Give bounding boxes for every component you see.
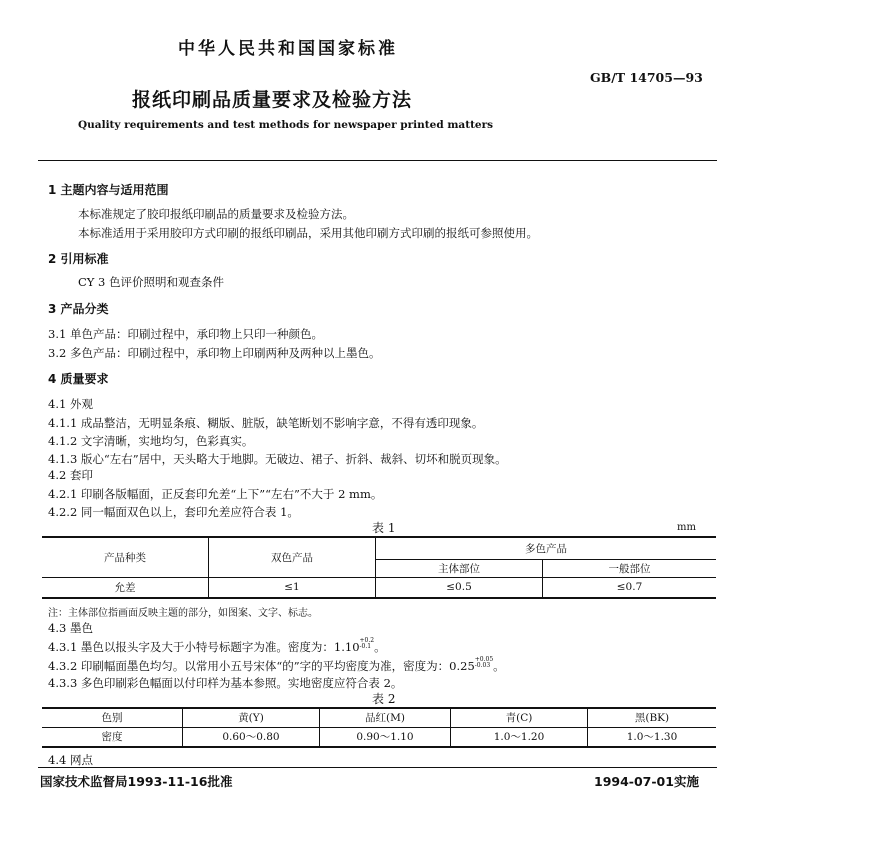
footer-divider	[38, 767, 717, 768]
section-3-heading: 3 产品分类	[48, 302, 109, 316]
clause-4-3-1-tolerance-upper: +0.2	[359, 637, 375, 644]
section-4-heading: 4 质量要求	[48, 372, 109, 386]
national-standard-title: 中华人民共和国国家标准	[178, 39, 398, 59]
clause-4-1-3: 4.1.3 版心“左右”居中，天头略大于地脚。无破边、裙子、折斜、裁斜、切坏和脱页现象。	[48, 452, 507, 466]
clause-4-3-2	[48, 657, 505, 674]
table-2-row-label: 密度	[42, 727, 183, 747]
header-divider	[38, 160, 717, 161]
clause-4-1-2: 4.1.2 文字清晰，实地均匀，色彩真实。	[48, 434, 254, 448]
table-2-header-magenta: 品红(M)	[320, 708, 451, 727]
table-row	[42, 577, 716, 598]
table-2	[42, 707, 716, 748]
table-1-unit: mm	[677, 522, 696, 533]
table-2-header-cyan: 青(C)	[451, 708, 588, 727]
clause-4-1: 4.1 外观	[48, 397, 93, 411]
clause-4-3-2-end: 。	[493, 659, 505, 673]
table-1-caption: 表 1	[372, 521, 396, 535]
table-1-cell-main-part: ≤0.5	[376, 577, 543, 598]
table-1-header-general-part: 一般部位	[543, 559, 717, 577]
table-1-header-multi-color: 多色产品	[376, 537, 717, 559]
clause-4-1-1: 4.1.1 成品整洁，无明显条痕、糊版、脏版，缺笔断划不影响字意，不得有透印现象。	[48, 416, 484, 430]
clause-4-2-2: 4.2.2 同一幅面双色以上，套印允差应符合表 1。	[48, 505, 299, 519]
section-2-heading: 2 引用标准	[48, 252, 109, 266]
table-2-cell-cyan: 1.0～1.20	[451, 727, 588, 747]
table-2-header-black: 黑(BK)	[588, 708, 717, 727]
clause-4-3-2-text: 4.3.2 印刷幅面墨色均匀。以常用小五号宋体“的”字的平均密度为准，密度为：0.25	[48, 659, 475, 673]
section-2-paragraph: CY 3 色评价照明和观查条件	[78, 275, 225, 289]
table-1-cell-general-part: ≤0.7	[543, 577, 717, 598]
table-2-cell-magenta: 0.90～1.10	[320, 727, 451, 747]
table-2-cell-yellow: 0.60～0.80	[183, 727, 320, 747]
standard-code: GB/T 14705—93	[590, 70, 703, 85]
table-2-cell-black: 1.0～1.30	[588, 727, 717, 747]
clause-4-3-1	[48, 638, 386, 655]
clause-4-3: 4.3 墨色	[48, 621, 93, 635]
clause-4-2: 4.2 套印	[48, 468, 93, 482]
document-title: 报纸印刷品质量要求及检验方法	[132, 89, 413, 111]
section-1-paragraph-1: 本标准规定了胶印报纸印刷品的质量要求及检验方法。	[78, 207, 354, 221]
table-1-note: 注：主体部位指画面反映主题的部分，如图案、文字、标志。	[48, 608, 318, 619]
table-1-header-two-color: 双色产品	[209, 537, 376, 577]
document-title-english: Quality requirements and test methods for newspaper printed matters	[78, 119, 494, 131]
section-1-heading: 1 主题内容与适用范围	[48, 183, 169, 197]
table-1-cell-two-color: ≤1	[209, 577, 376, 598]
clause-4-2-1: 4.2.1 印刷各版幅面，正反套印允差“上下”“左右”不大于 2 mm。	[48, 487, 383, 501]
clause-3-1: 3.1 单色产品：印刷过程中，承印物上只印一种颜色。	[48, 327, 323, 341]
clause-4-3-2-tolerance-lower: -0.03	[474, 662, 491, 669]
approval-date: 国家技术监督局1993-11-16批准	[40, 774, 233, 789]
table-2-header-color: 色别	[42, 708, 183, 727]
table-2-caption: 表 2	[372, 692, 396, 706]
clause-4-3-3: 4.3.3 多色印刷彩色幅面以付印样为基本参照。实地密度应符合表 2。	[48, 676, 403, 690]
clause-4-4: 4.4 网点	[48, 753, 93, 767]
table-1-row-label: 允差	[42, 577, 209, 598]
table-2-header-yellow: 黄(Y)	[183, 708, 320, 727]
effective-date: 1994-07-01实施	[594, 774, 699, 789]
table-row	[42, 727, 716, 747]
section-1-paragraph-2: 本标准适用于采用胶印方式印刷的报纸印刷品，采用其他印刷方式印刷的报纸可参照使用。	[78, 226, 538, 240]
table-1-header-main-part: 主体部位	[376, 559, 543, 577]
clause-4-3-2-tolerance-upper: +0.05	[474, 656, 494, 663]
clause-4-3-1-text: 4.3.1 墨色以报头字及大于小特号标题字为准。密度为：1.10	[48, 640, 360, 654]
clause-4-3-1-tolerance-lower: -0.1	[359, 643, 372, 650]
clause-3-2: 3.2 多色产品：印刷过程中，承印物上印刷两种及两种以上墨色。	[48, 346, 381, 360]
table-1-header-product: 产品种类	[42, 537, 209, 577]
clause-4-3-1-end: 。	[374, 640, 386, 654]
table-1	[42, 536, 716, 599]
